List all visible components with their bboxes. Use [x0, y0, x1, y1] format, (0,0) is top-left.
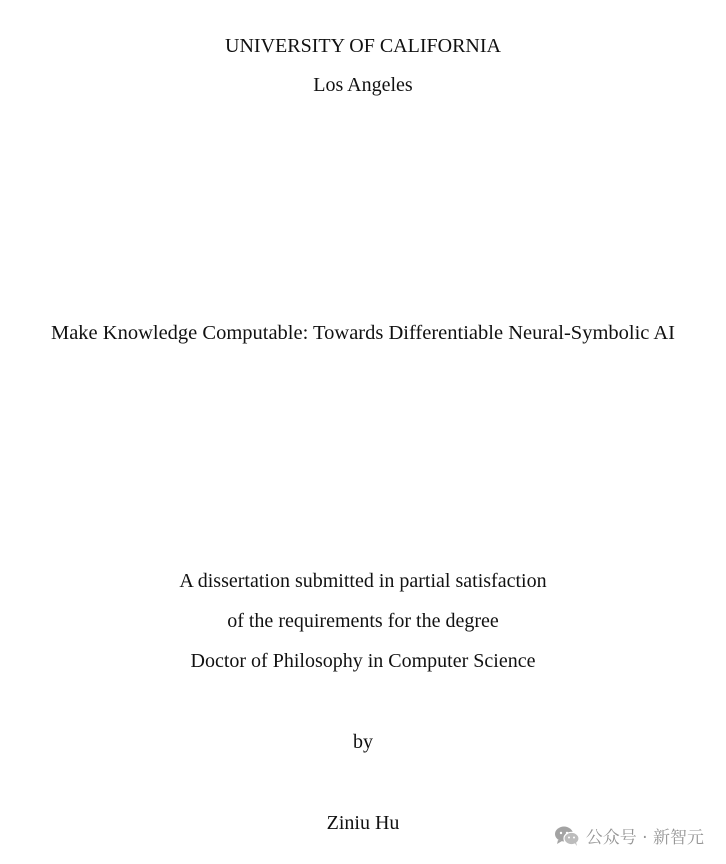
watermark-text: 公众号 · 新智元	[585, 828, 704, 848]
wechat-icon	[554, 825, 580, 847]
dissertation-title: Make Knowledge Computable: Towards Differentiable Neural-Symbolic AI	[50, 322, 676, 344]
university-name: UNIVERSITY OF CALIFORNIA	[225, 35, 501, 57]
dissertation-statement-line-2: of the requirements for the degree	[227, 610, 499, 632]
by-label: by	[353, 731, 373, 753]
watermark	[554, 823, 704, 848]
degree-name: Doctor of Philosophy in Computer Science	[190, 650, 536, 672]
campus-name: Los Angeles	[313, 74, 413, 96]
author-name: Ziniu Hu	[326, 812, 400, 834]
dissertation-statement-line-1: A dissertation submitted in partial satisfaction	[179, 570, 547, 592]
